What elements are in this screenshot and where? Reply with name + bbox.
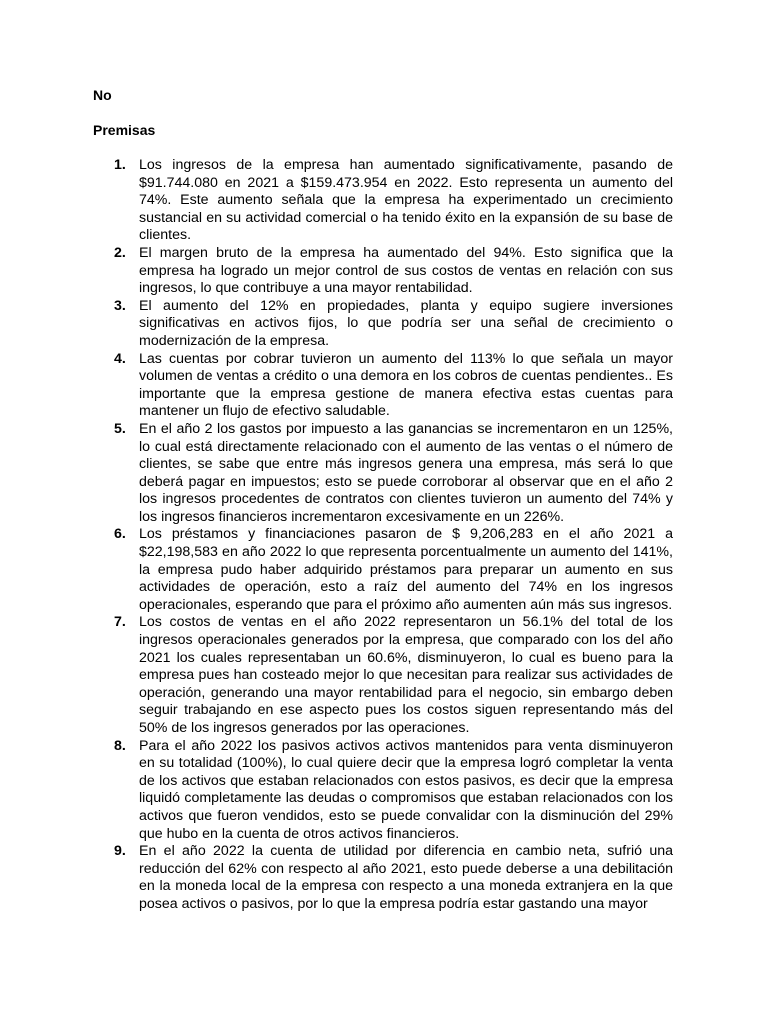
premise-number: 1.: [114, 157, 126, 173]
premise-number: 3.: [114, 297, 126, 314]
premise-item-8: [93, 738, 673, 844]
premise-text: El margen bruto de la empresa ha aumentado del 94%. Esto significa que la empresa ha logrado un mejor control de sus costos de ventas en relación con sus ingresos, lo que contribuye a una mayor rentabilidad.: [139, 244, 673, 297]
premise-number: 8.: [114, 737, 126, 754]
premises-list: [93, 157, 673, 914]
premise-number: 7.: [114, 614, 126, 631]
premise-item-3: [93, 298, 673, 351]
premise-number: 4.: [114, 350, 126, 367]
premise-text: Las cuentas por cobrar tuvieron un aumento del 113% lo que señala un mayor volumen de ventas a crédito o una demora en los cobros de cuentas pendientes.. Es importante que la empresa gestione de manera efectiva estas cuentas para mantener un flujo de efectivo saludable.: [139, 350, 673, 420]
premise-number: 9.: [114, 843, 126, 860]
premise-text: Los préstamos y financiaciones pasaron de $ 9,206,283 en el año 2021 a $22,198,583 en año 2022 lo que representa porcentualmente un aumento del 141%, la empresa pudo haber adquirido préstamos para preparar un aumento en sus actividades de operación, esto a raíz del aumento del 74% en los ingresos operacionales, esperando que para el próximo año aumenten aún más sus ingresos.: [139, 526, 673, 613]
heading-no: No: [93, 87, 112, 103]
premise-item-2: [93, 245, 673, 298]
premise-text: El aumento del 12% en propiedades, planta y equipo sugiere inversiones significativas en activos fijos, lo que podría ser una señal de crecimiento o modernización de la empresa.: [139, 297, 673, 349]
premise-text: Los ingresos de la empresa han aumentado significativamente, pasando de $91.744.080 en 2021 a $159.473.954 en 2022. Esto representa un aumento del 74%. Este aumento señala que la empresa ha experimentado un crecimiento sustancial en su actividad comercial o ha tenido éxito en la expansión de su base de clientes.: [139, 157, 673, 244]
premise-item-5: [93, 421, 673, 527]
premise-text: En el año 2 los gastos por impuesto a las ganancias se incrementaron en un 125%, lo cual está directamente relacionado con el aumento de las ventas o el número de clientes, se sabe que entre más ingresos genera una empresa, más será lo que deberá pagar en impuestos; esto se puede corroborar al observar que en el año 2 los ingresos procedentes de contratos con clientes tuvieron un aumento del 74% y los ingresos financieros incrementaron excesivamente en un 226%.: [139, 420, 673, 525]
premise-item-4: [93, 351, 673, 421]
premise-item-1: [93, 157, 673, 245]
premise-number: 6.: [114, 526, 126, 543]
premise-item-7: [93, 614, 673, 737]
premise-number: 5.: [114, 420, 126, 437]
premise-text: Para el año 2022 los pasivos activos activos mantenidos para venta disminuyeron en su totalidad (100%), lo cual quiere decir que la empresa logró completar la venta de los activos que estaban relacionados con estos pasivos, es decir que la empresa liquidó completamente las deudas o compromisos que estaban relacionados con los activos que fueron vendidos, esto se puede convalidar con la disminución del 29% que hubo en la cuenta de otros activos financieros.: [139, 737, 673, 842]
premise-text: En el año 2022 la cuenta de utilidad por diferencia en cambio neta, sufrió una reducción del 62% con respecto al año 2021, esto puede deberse a una debilitación en la moneda local de la empresa con respecto a una moneda extranjera en la que posea activos o pasivos, por lo que la empresa podría estar gastando una mayor: [139, 843, 673, 912]
heading-premisas: Premisas: [93, 122, 156, 138]
premise-number: 2.: [114, 244, 126, 261]
premise-text: Los costos de ventas en el año 2022 representaron un 56.1% del total de los ingresos operacionales generados por la empresa, que comparado con los del año 2021 los cuales representaban un 60.6%, disminuyeron, lo cual es bueno para la empresa pues han costeado mejor lo que necesitan para realizar sus actividades de operación, generando una mayor rentabilidad para el negocio, sin embargo deben seguir trabajando en ese aspecto pues los costos siguen representando más del 50% de los ingresos generados por las operaciones.: [139, 614, 673, 736]
premise-item-9: [93, 843, 673, 913]
premise-item-6: [93, 526, 673, 614]
